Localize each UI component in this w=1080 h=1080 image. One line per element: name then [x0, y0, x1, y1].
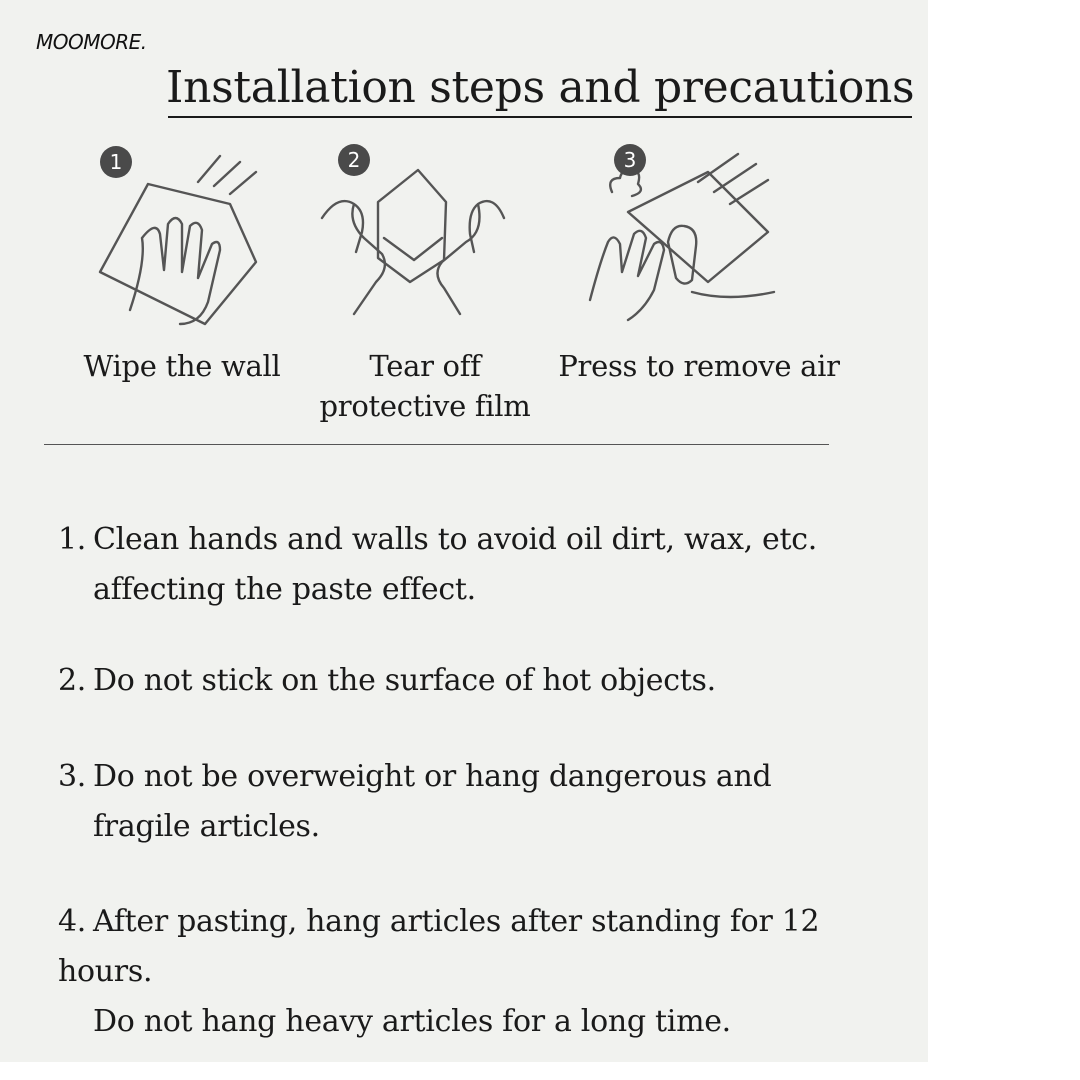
press-air-icon	[588, 142, 778, 332]
precaution-item	[58, 656, 918, 706]
precaution-item	[58, 897, 918, 1047]
precaution-number: 2.	[58, 663, 87, 698]
precaution-number: 4.	[58, 904, 87, 939]
step-number: 3	[623, 148, 637, 172]
precaution-text-cont: affecting the paste effect.	[93, 572, 476, 607]
page-title: Installation steps and precautions	[166, 62, 915, 113]
tear-film-icon	[318, 142, 508, 332]
precaution-text: After pasting, hang articles after standing for 12 hours.	[58, 904, 820, 989]
precaution-text-cont: fragile articles.	[93, 809, 320, 844]
precaution-text: Do not stick on the surface of hot objects.	[93, 663, 716, 698]
wipe-wall-icon	[90, 142, 280, 332]
title-underline	[168, 116, 912, 118]
precaution-number: 3.	[58, 759, 87, 794]
step-label-line: protective film	[319, 389, 531, 423]
precaution-text: Do not be overweight or hang dangerous and	[93, 759, 772, 794]
step-number: 1	[109, 150, 123, 174]
precaution-item	[58, 752, 918, 852]
precaution-item	[58, 515, 918, 615]
precaution-text: Clean hands and walls to avoid oil dirt, wax, etc.	[93, 522, 817, 557]
section-divider	[44, 444, 829, 445]
step-label-wipe: Wipe the wall	[83, 349, 281, 383]
precaution-text-cont: Do not hang heavy articles for a long time.	[93, 1004, 731, 1039]
precaution-number: 1.	[58, 522, 87, 557]
step-label-tear	[312, 346, 538, 426]
brand-logo: MOOMORE.	[36, 30, 147, 54]
step-label-line: Tear off	[369, 349, 481, 383]
step-label-press: Press to remove air	[558, 349, 840, 383]
step-number: 2	[347, 148, 361, 172]
